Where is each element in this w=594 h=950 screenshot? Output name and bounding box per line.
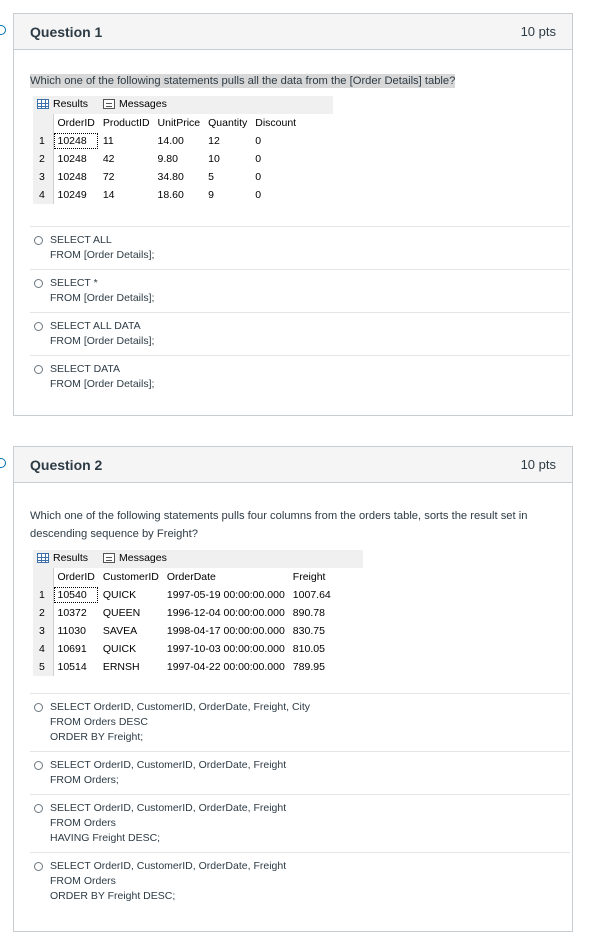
table-cell[interactable]: ERNSH [102, 661, 140, 673]
option-text-line: FROM [Order Details]; [50, 249, 155, 261]
question-1-results-panel [33, 96, 333, 204]
option-text-line: SELECT OrderID, CustomerID, OrderDate, Freight [50, 802, 287, 814]
radio-button[interactable] [34, 862, 43, 871]
question-2-card [13, 446, 573, 932]
table-cell[interactable]: 10372 [57, 607, 87, 619]
results-tab[interactable] [37, 98, 88, 110]
column-header[interactable]: Quantity [204, 114, 251, 132]
messages-tab[interactable] [103, 98, 167, 110]
column-header[interactable]: OrderID [53, 568, 99, 586]
table-cell[interactable]: QUEEN [102, 607, 141, 619]
answer-option-3[interactable] [30, 794, 570, 852]
radio-button[interactable] [34, 279, 43, 288]
grid-icon [37, 99, 49, 109]
row-number[interactable]: 1 [33, 586, 53, 604]
table-corner [33, 568, 53, 586]
table-cell[interactable]: 1998-04-17 00:00:00.000 [166, 625, 285, 637]
option-text-line: SELECT DATA [50, 363, 121, 375]
row-number[interactable]: 4 [33, 640, 53, 658]
row-number[interactable]: 3 [33, 622, 53, 640]
question-2-results-table [33, 568, 335, 676]
question-1-points: 10 pts [520, 24, 556, 39]
column-header[interactable]: UnitPrice [154, 114, 205, 132]
answer-option-3[interactable] [30, 312, 570, 355]
grid-icon [37, 553, 49, 563]
table-row [33, 640, 335, 658]
table-cell[interactable]: 789.95 [292, 661, 325, 673]
table-cell[interactable]: 12 [208, 135, 220, 147]
results-tabs [33, 550, 363, 568]
option-text-line: SELECT OrderID, CustomerID, OrderDate, Freight [50, 759, 287, 771]
radio-button[interactable] [34, 322, 43, 331]
results-tab[interactable] [37, 552, 88, 564]
table-cell[interactable]: 1996-12-04 00:00:00.000 [166, 607, 285, 619]
table-cell[interactable]: 72 [102, 171, 115, 183]
row-number[interactable]: 4 [33, 186, 53, 204]
row-number[interactable]: 3 [33, 168, 53, 186]
question-1-flag-marker[interactable] [0, 25, 6, 35]
question-1-prompt: Which one of the following statements pulls all the data from the [Order Details] table? [30, 75, 456, 87]
row-number[interactable]: 5 [33, 658, 53, 676]
table-row [33, 132, 300, 150]
table-cell[interactable]: 10 [208, 153, 220, 165]
table-row [33, 150, 300, 168]
table-row [33, 168, 300, 186]
option-text-line: FROM [Order Details]; [50, 292, 155, 304]
results-tabs [33, 96, 333, 114]
option-text-line: HAVING Freight DESC; [50, 832, 161, 844]
answer-option-2[interactable] [30, 269, 570, 312]
option-text-line: FROM Orders [50, 875, 116, 887]
table-cell[interactable]: SAVEA [102, 625, 138, 637]
table-cell[interactable]: 10248 [57, 171, 87, 183]
column-header[interactable]: OrderID [53, 114, 99, 132]
row-number[interactable]: 2 [33, 604, 53, 622]
table-cell[interactable]: 1007.64 [292, 589, 331, 601]
question-1-title: Question 1 [30, 24, 103, 40]
table-cell[interactable]: 11 [102, 135, 114, 147]
question-2-points: 10 pts [520, 457, 556, 472]
question-2-header [14, 447, 572, 483]
table-cell[interactable]: 0 [255, 135, 262, 147]
table-cell[interactable]: 14.00 [157, 135, 184, 147]
question-2-title: Question 2 [30, 457, 103, 473]
table-cell[interactable]: 10248 [57, 153, 87, 165]
table-cell[interactable]: 34.80 [157, 171, 184, 183]
answer-option-2[interactable] [30, 751, 570, 794]
answer-option-4[interactable] [30, 355, 570, 398]
option-text-line: FROM Orders [50, 817, 116, 829]
option-text-line: FROM [Order Details]; [50, 335, 155, 347]
table-cell[interactable]: 14 [102, 189, 115, 201]
results-tab-label: Results [53, 552, 89, 564]
table-row [33, 622, 335, 640]
radio-button[interactable] [34, 365, 43, 374]
table-header-row [33, 114, 300, 132]
option-text-line: SELECT ALL [50, 234, 112, 246]
radio-button[interactable] [34, 761, 43, 770]
results-tab-label: Results [53, 98, 89, 110]
table-cell[interactable]: QUICK [102, 643, 137, 655]
question-2-prompt: Which one of the following statements pulls four columns from the orders table, sorts the result set in descending sequence by Freight? [30, 510, 528, 540]
table-cell[interactable]: QUICK [102, 589, 137, 601]
table-cell[interactable]: 0 [255, 171, 262, 183]
option-text-line: FROM Orders; [50, 774, 119, 786]
table-row [33, 658, 335, 676]
table-row [33, 586, 335, 604]
messages-tab-label: Messages [119, 552, 167, 564]
table-cell[interactable]: 11030 [57, 625, 86, 637]
table-cell[interactable]: 1997-05-19 00:00:00.000 [166, 589, 285, 601]
option-text-line: SELECT ALL DATA [50, 320, 141, 332]
table-cell[interactable]: 9.80 [157, 153, 178, 165]
option-text-line: SELECT OrderID, CustomerID, OrderDate, Freight, City [50, 701, 311, 713]
row-number[interactable]: 1 [33, 132, 53, 150]
table-row [33, 604, 335, 622]
option-text-line: ORDER BY Freight DESC; [50, 890, 176, 902]
table-header-row [33, 568, 335, 586]
row-number[interactable]: 2 [33, 150, 53, 168]
question-2-results-panel [33, 550, 363, 676]
table-cell[interactable]: 1997-10-03 00:00:00.000 [166, 643, 285, 655]
column-header[interactable]: OrderDate [163, 568, 289, 586]
question-2-options [30, 693, 570, 910]
table-cell[interactable]: 9 [208, 189, 214, 201]
table-cell[interactable]: 10514 [57, 661, 87, 673]
answer-option-1[interactable] [30, 226, 570, 269]
radio-button[interactable] [34, 804, 43, 813]
table-cell[interactable]: 810.05 [292, 643, 325, 655]
question-1-options [30, 226, 570, 398]
table-cell[interactable]: 1997-04-22 00:00:00.000 [166, 661, 285, 673]
column-header[interactable]: Discount [251, 114, 300, 132]
table-cell[interactable]: 18.60 [157, 189, 184, 201]
table-cell[interactable]: 42 [102, 153, 115, 165]
table-cell[interactable]: 0 [255, 189, 262, 201]
messages-tab[interactable] [103, 552, 167, 564]
column-header[interactable]: CustomerID [99, 568, 163, 586]
table-cell[interactable]: 10691 [57, 643, 87, 655]
messages-icon [103, 553, 115, 563]
table-row [33, 186, 300, 204]
table-cell[interactable]: 10248 [53, 132, 99, 150]
question-1-card [13, 13, 573, 416]
messages-icon [103, 99, 115, 109]
table-cell[interactable]: 10540 [53, 586, 99, 604]
table-cell[interactable]: 830.75 [292, 625, 325, 637]
messages-tab-label: Messages [119, 98, 167, 110]
table-corner [33, 114, 53, 132]
option-text-line: SELECT OrderID, CustomerID, OrderDate, Freight [50, 860, 287, 872]
answer-option-4[interactable] [30, 852, 570, 910]
option-text-line: FROM Orders DESC [50, 716, 149, 728]
question-1-header [14, 14, 572, 50]
column-header[interactable]: Freight [289, 568, 335, 586]
option-text-line: FROM [Order Details]; [50, 378, 155, 390]
column-header[interactable]: ProductID [99, 114, 154, 132]
question-1-results-table [33, 114, 300, 204]
table-cell[interactable]: 0 [255, 153, 262, 165]
table-cell[interactable]: 890.78 [292, 607, 325, 619]
table-cell[interactable]: 10249 [57, 189, 87, 201]
option-text-line: SELECT * [50, 277, 98, 289]
answer-option-1[interactable] [30, 693, 570, 751]
table-cell[interactable]: 5 [208, 171, 214, 183]
radio-button[interactable] [34, 236, 43, 245]
question-2-flag-marker[interactable] [0, 458, 6, 468]
option-text-line: ORDER BY Freight; [50, 731, 144, 743]
radio-button[interactable] [34, 703, 43, 712]
